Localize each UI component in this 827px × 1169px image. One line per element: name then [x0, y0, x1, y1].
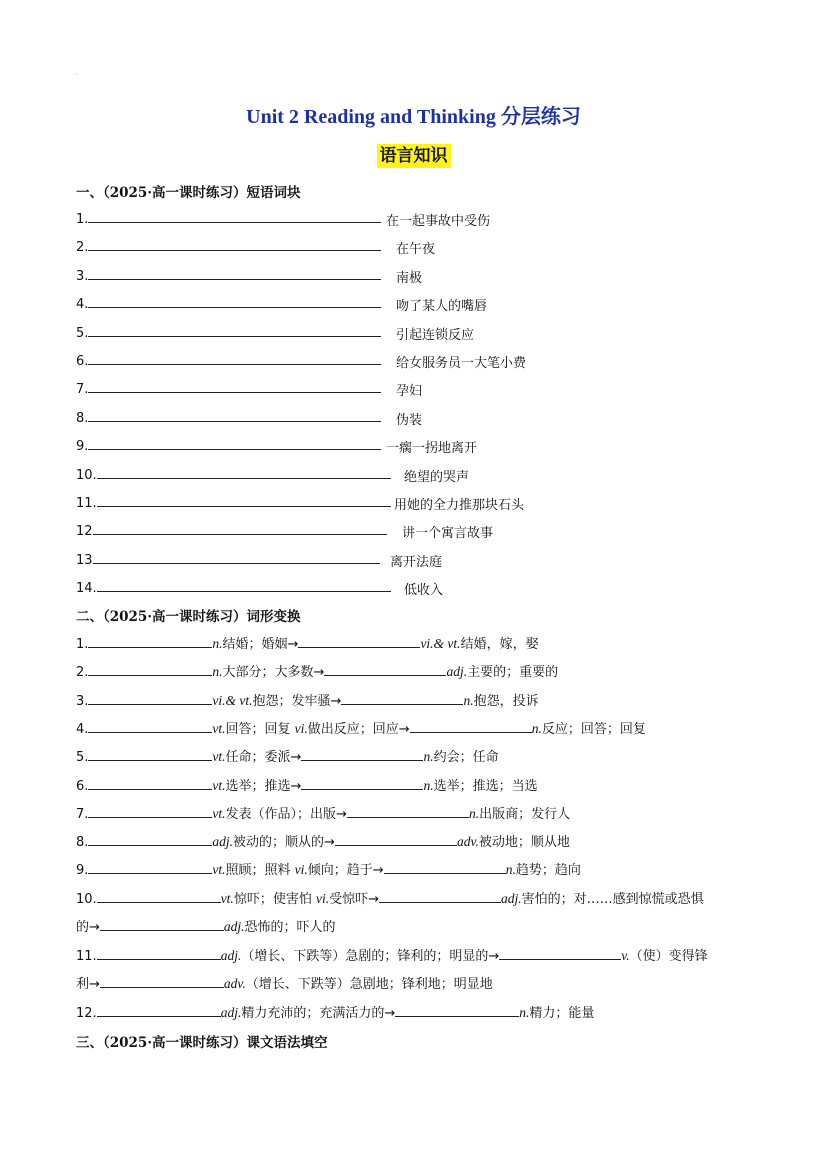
part-of-speech: n. [423, 777, 434, 793]
part-of-speech: vt. [212, 749, 226, 765]
part-of-speech: adj. [212, 834, 234, 850]
item-number: 11. [76, 496, 97, 511]
answer-blank[interactable] [499, 945, 621, 960]
item-number: 5. [76, 750, 89, 766]
item-meaning: 伪装 [396, 412, 423, 428]
item-number: 4. [76, 297, 89, 313]
item-meaning: 害怕的；对……感到惊慌或恐惧 [521, 892, 704, 907]
list-item [76, 549, 380, 571]
list-item [76, 916, 336, 938]
answer-blank[interactable] [88, 746, 212, 761]
list-item [76, 661, 558, 683]
item-number: 12. [76, 1006, 97, 1021]
answer-blank[interactable] [410, 718, 532, 733]
part-of-speech: adj. [223, 919, 245, 934]
item-meaning: 引起连锁反应 [396, 327, 475, 343]
part-of-speech: v. [621, 948, 630, 963]
section-heading-grammar-fill: 三、（2025·高一课时练习）课文语法填空 [76, 1035, 328, 1051]
item-number: 7. [76, 382, 89, 398]
part-of-speech: vt. [212, 720, 226, 736]
list-item [76, 633, 539, 655]
item-meaning: 吻了某人的嘴唇 [396, 299, 488, 315]
list-item [76, 803, 570, 825]
list-item [76, 293, 381, 315]
item-meaning: 精力；能量 [529, 1006, 595, 1021]
list-item [76, 236, 381, 258]
answer-blank[interactable] [335, 831, 457, 846]
item-meaning: 结婚，嫁，娶 [460, 637, 539, 652]
list-item [76, 775, 538, 797]
item-number: 6. [76, 778, 89, 794]
answer-line[interactable] [88, 350, 381, 365]
part-of-speech: n. [531, 720, 542, 736]
answer-blank[interactable] [341, 690, 463, 705]
list-item [76, 945, 708, 967]
item-number: 8. [76, 410, 89, 426]
part-of-speech: vi. [294, 720, 308, 736]
answer-line[interactable] [88, 378, 381, 393]
page-mark: · [76, 71, 79, 79]
list-item [76, 831, 570, 853]
item-meaning: 趋势；趋向 [515, 863, 581, 879]
part-of-speech: vi. [294, 862, 308, 878]
list-item [76, 208, 381, 230]
item-number: 3. [76, 268, 89, 284]
part-of-speech: adj. [220, 948, 242, 963]
part-of-speech: vt. [212, 862, 226, 878]
answer-blank[interactable] [88, 803, 212, 818]
answer-blank[interactable] [88, 831, 212, 846]
item-meaning: 选举；推选→ [225, 778, 302, 794]
answer-line[interactable] [97, 577, 391, 592]
list-item [76, 1002, 594, 1024]
part-of-speech: adj. [220, 1005, 242, 1020]
item-meaning: 惊吓；使害怕 [233, 892, 316, 907]
list-item [76, 407, 381, 429]
item-meaning: （增长、下跌等）急剧地；锋利地；明显地 [245, 977, 493, 992]
item-number: 9. [76, 439, 89, 455]
item-meaning: 低收入 [404, 583, 444, 599]
item-meaning: 被动的；顺从的→ [233, 835, 335, 851]
item-number: 8. [76, 835, 89, 851]
item-meaning: 用她的全力推那块石头 [394, 498, 525, 513]
answer-line[interactable] [88, 407, 381, 422]
section-subtitle: 语言知识 [377, 144, 451, 168]
answer-line[interactable] [88, 435, 381, 450]
answer-blank[interactable] [301, 746, 423, 761]
answer-blank[interactable] [379, 888, 501, 903]
list-item [76, 973, 493, 995]
answer-blank[interactable] [324, 661, 446, 676]
answer-line[interactable] [93, 520, 387, 535]
item-number: 7. [76, 806, 89, 822]
answer-blank[interactable] [88, 690, 212, 705]
item-meaning: 精力充沛的；充满活力的→ [241, 1006, 396, 1021]
answer-blank[interactable] [88, 661, 212, 676]
item-meaning: 孕妇 [396, 384, 423, 400]
item-meaning: 离开法庭 [390, 554, 443, 570]
item-meaning: 恐怖的；吓人的 [244, 920, 336, 935]
item-meaning: 被动地；顺从地 [478, 835, 570, 851]
item-meaning: 绝望的哭声 [404, 469, 470, 485]
section-heading-phrases: 一、（2025·高一课时练习）短语词块 [76, 185, 301, 201]
item-meaning: 主要的；重要的 [467, 665, 559, 681]
list-item [76, 350, 381, 372]
answer-line[interactable] [97, 492, 391, 507]
part-of-speech: n. [468, 805, 480, 821]
item-meaning: 利→ [76, 977, 100, 992]
item-number: 10. [76, 467, 97, 483]
list-item [76, 378, 381, 400]
item-meaning: 反应；回答；回复 [541, 721, 646, 737]
part-of-speech: adv. [456, 834, 479, 850]
item-meaning: 约会；任命 [433, 750, 499, 766]
part-of-speech: n. [423, 749, 434, 765]
answer-blank[interactable] [347, 803, 469, 818]
item-meaning: 抱怨，投诉 [473, 693, 539, 709]
item-meaning: 在一起事故中受伤 [386, 214, 491, 229]
list-item [76, 690, 539, 712]
item-meaning: 在午夜 [396, 242, 436, 258]
part-of-speech: n. [505, 862, 516, 878]
item-number: 2. [76, 665, 89, 681]
item-number: 9. [76, 863, 89, 879]
part-of-speech: vi. [315, 891, 330, 906]
list-item [76, 464, 391, 486]
part-of-speech: vt. [220, 891, 234, 906]
page-title: Unit 2 Reading and Thinking 分层练习 [246, 106, 581, 128]
item-meaning: （增长、下跌等）急剧的；锋利的；明显的→ [241, 949, 500, 964]
item-number: 1. [76, 212, 89, 227]
part-of-speech: vi.& vt. [212, 692, 253, 708]
item-meaning: 发表（作品）；出版→ [225, 806, 347, 822]
answer-blank[interactable] [97, 945, 221, 960]
item-meaning: 照顾；照料 [225, 863, 295, 879]
list-item [76, 265, 381, 287]
answer-blank[interactable] [97, 1002, 221, 1017]
item-meaning: 结婚；婚姻→ [222, 637, 299, 652]
item-meaning: 讲一个寓言故事 [402, 526, 494, 542]
part-of-speech: vi.& vt. [420, 636, 461, 651]
part-of-speech: n. [463, 692, 474, 708]
section-heading-word-forms: 二、（2025·高一课时练习）词形变换 [76, 609, 301, 625]
list-item [76, 577, 391, 599]
answer-line[interactable] [88, 322, 381, 337]
item-meaning: 的→ [76, 920, 100, 935]
part-of-speech: vt. [212, 805, 226, 821]
answer-line[interactable] [88, 265, 381, 280]
answer-blank[interactable] [301, 775, 423, 790]
item-meaning: 一瘸一拐地离开 [386, 441, 478, 457]
answer-blank[interactable] [88, 718, 212, 733]
item-meaning: （使）变得锋 [629, 949, 708, 964]
answer-blank[interactable] [384, 859, 506, 874]
answer-line[interactable] [88, 293, 381, 308]
answer-line[interactable] [88, 208, 381, 223]
answer-line[interactable] [93, 549, 380, 564]
item-meaning: 任命；委派→ [225, 750, 302, 766]
list-item [76, 746, 499, 768]
list-item [76, 718, 646, 740]
item-number: 6. [76, 354, 89, 369]
item-number: 13 [76, 552, 93, 568]
part-of-speech: n. [212, 636, 223, 651]
list-item [76, 888, 704, 910]
answer-blank[interactable] [88, 775, 212, 790]
item-number: 14. [76, 581, 97, 597]
part-of-speech: n. [519, 1005, 530, 1020]
item-meaning: 出版商；发行人 [479, 806, 571, 822]
answer-blank[interactable] [88, 859, 212, 874]
item-number: 5. [76, 325, 89, 341]
item-number: 2. [76, 240, 89, 256]
item-meaning: 给女服务员一大笔小费 [396, 356, 527, 371]
item-meaning: 抱怨；发牢骚→ [252, 693, 342, 709]
item-meaning: 受惊吓→ [329, 892, 379, 907]
list-item [76, 322, 381, 344]
item-meaning: 做出反应；回应→ [307, 721, 410, 737]
item-number: 4. [76, 721, 89, 737]
answer-line[interactable] [88, 236, 381, 251]
answer-blank[interactable] [100, 973, 224, 988]
answer-blank[interactable] [88, 633, 212, 648]
answer-blank[interactable] [395, 1002, 519, 1017]
item-number: 3. [76, 693, 89, 709]
item-meaning: 选举；推选；当选 [433, 778, 538, 794]
list-item [76, 520, 387, 542]
item-number: 12 [76, 524, 93, 540]
list-item [76, 435, 381, 457]
list-item [76, 859, 581, 881]
part-of-speech: adj. [446, 664, 468, 680]
list-item [76, 492, 391, 514]
item-number: 11. [76, 949, 97, 964]
item-meaning: 回答；回复 [225, 721, 295, 737]
item-meaning: 大部分；大多数→ [222, 665, 325, 681]
part-of-speech: vt. [212, 777, 226, 793]
answer-blank[interactable] [97, 888, 221, 903]
item-meaning: 南极 [396, 270, 423, 286]
answer-line[interactable] [97, 464, 391, 479]
answer-blank[interactable] [100, 916, 224, 931]
item-number: 10. [76, 892, 97, 907]
part-of-speech: n. [212, 664, 223, 680]
part-of-speech: adv. [223, 976, 246, 991]
item-number: 1. [76, 637, 89, 652]
part-of-speech: adj. [500, 891, 522, 906]
answer-blank[interactable] [298, 633, 420, 648]
item-meaning: 倾向；趋于→ [307, 863, 384, 879]
